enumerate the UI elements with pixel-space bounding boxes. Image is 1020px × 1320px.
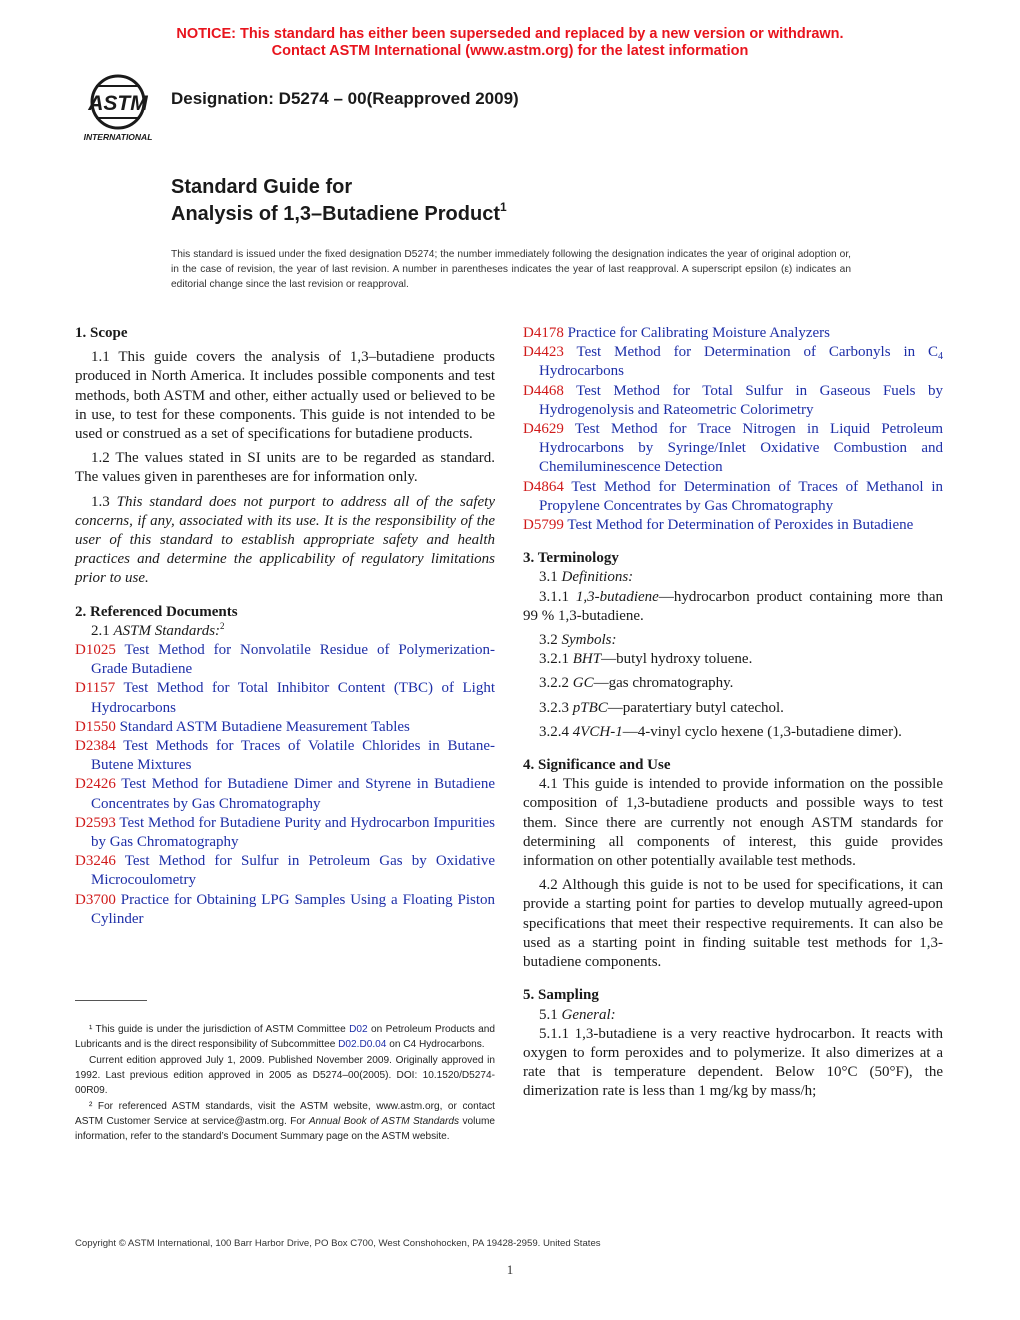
significance-4-2: 4.2 Although this guide is not to be used for specifications, it can provide a starting point for parties to develop mutually agreed-upon specifications that meet their respective requirements. It can also be used as a starting point in finding suitable test methods for 1,3-butadiene components. [523, 877, 943, 971]
sampling-heading: 5. Sampling [523, 987, 599, 1004]
ref-title-tail[interactable]: Hydrocarbons [539, 363, 624, 380]
footnotes [75, 1022, 495, 1145]
astm-standards-num: 2.1 [91, 622, 114, 639]
page-number: 1 [506, 1262, 514, 1277]
symbol-item: 3.2.2 GC—gas chromatography. [539, 675, 734, 692]
scope-1-3 [75, 493, 495, 589]
preamble: This standard is issued under the fixed designation D5274; the number immediately following the designation indicates the year of original adoption or, in the case of revision, the year of last revision. A number in parentheses indicates the year of last reapproval. A superscript epsilon (ε) indicates an editorial change since the last revision or reapproval. [171, 249, 851, 290]
notice-line-2: Contact ASTM International (www.astm.org) for the latest information [271, 43, 749, 59]
ref-title[interactable]: Test Method for Determination of Carbonyls in C [563, 344, 938, 361]
document-title [171, 174, 507, 228]
scope-heading: 1. Scope [75, 325, 128, 341]
title-line-2 [171, 201, 507, 228]
referenced-heading: 2. Referenced Documents [75, 603, 238, 620]
ref-item[interactable]: D3246 Test Method for Sulfur in Petroleum Gas by Oxidative Microcoulometry [75, 853, 495, 889]
symbols-label [523, 631, 943, 650]
ref-item[interactable]: D2426 Test Method for Butadiene Dimer and Styrene in Butadiene Concentrates by Gas Chromatography [75, 776, 495, 812]
def-term: 1,3-butadiene [575, 588, 659, 605]
astm-standards-label [75, 622, 495, 641]
significance-4-1: 4.1 This guide is intended to provide information on the possible composition of 1,3-butadiene products and possible ways to test them. Since there are currently not enough ASTM standards for determining all components of interest, this guide provides information on other potentially available test methods. [523, 776, 943, 870]
astm-logo [74, 72, 162, 144]
ref-item[interactable]: D4629 Test Method for Trace Nitrogen in Liquid Petroleum Hydrocarbons by Syringe/Inlet Oxidative Combustion and Chemiluminescence Detection [523, 421, 943, 476]
significance-heading: 4. Significance and Use [523, 757, 671, 774]
ref-item[interactable]: D3700 Practice for Obtaining LPG Samples Using a Floating Piston Cylinder [75, 891, 495, 927]
sampling-5-1-1: 5.1.1 1,3-butadiene is a very reactive hydrocarbon. It reacts with oxygen to form peroxides and to polymerize. It also dimerizes at a rate that is temperature dependent. Below 10°C (50°F), the dimerization rate is less than 1 mg/kg by mass/h; [523, 1025, 943, 1100]
ref-item[interactable]: D4423 Test Method for Determination of Carbonyls in $C_4$ Hydrocarbons [523, 344, 943, 380]
designation: Designation: D5274 – 00(Reapproved 2009) [171, 89, 519, 108]
ref-item[interactable]: D2593 Test Method for Butadiene Purity and Hydrocarbon Impurities by Gas Chromatography [75, 814, 495, 851]
def-num: 3.1.1 [539, 588, 576, 605]
symbols-text: Symbols: [561, 632, 617, 649]
subcommittee-link[interactable]: D02.D0.04 [338, 1039, 387, 1050]
general-text: General: [561, 1006, 616, 1023]
copyright: Copyright © ASTM International, 100 Barr Harbor Drive, PO Box C700, West Conshohocken, PA 19428-2959. United States [75, 1238, 601, 1249]
symbol-item: 3.2.4 4VCH-1—4-vinyl cyclo hexene (1,3-butadiene dimer). [539, 723, 902, 740]
footnote-divider [75, 1000, 147, 1001]
scope-1-1: 1.1 This guide covers the analysis of 1,3–butadiene products produced in North America. It includes possible components and test methods, both ASTM and other, either actually used or believed to be in use, to test for these components. This guide is not intended to be used or construed as a set of specifications for butadiene products. [75, 349, 495, 443]
symbol-item: 3.2.3 pTBC—paratertiary butyl catechol. [539, 699, 784, 716]
notice-line-1: NOTICE: This standard has either been superseded and replaced by a new version or withdrawn. [176, 26, 844, 42]
symbol-item: 3.2.1 BHT—butyl hydroxy toluene. [539, 651, 753, 668]
footnote-1: ¹ This guide is under the jurisdiction of ASTM Committee D02 on Petroleum Products and Lubricants and is the direct responsibility of Subcommittee D02.D0.04 on C4 Hydrocarbons. [75, 1024, 495, 1050]
ref-subscript: 4 [938, 351, 943, 363]
withdrawal-notice [0, 26, 1020, 60]
committee-link[interactable]: D02 [349, 1024, 368, 1035]
title-footnote-mark: 1 [499, 200, 507, 214]
terminology-heading: 3. Terminology [523, 550, 619, 567]
ref-item[interactable]: D4864 Test Method for Determination of Traces of Methanol in Propylene Concentrates by Gas Chromatography [523, 478, 943, 514]
definitions-num: 3.1 [539, 569, 562, 586]
definition-3-1-1 [523, 588, 943, 626]
scope-1-3-text: This standard does not purport to address all of the safety concerns, if any, associated with its use. It is the responsibility of the user of this standard to establish appropriate safety and health practices and determine the applicability of regulatory limitations prior to use. [75, 493, 496, 587]
symbols-num: 3.2 [539, 632, 562, 649]
astm-standards-text: ASTM Standards: [113, 622, 221, 639]
definitions-text: Definitions: [561, 569, 634, 586]
ref-item[interactable]: D4468 Test Method for Total Sulfur in Gaseous Fuels by Hydrogenolysis and Rateometric Colorimetry [523, 382, 943, 418]
left-column [75, 324, 495, 929]
ref-item[interactable]: D2384 Test Methods for Traces of Volatile Chlorides in Butane-Butene Mixtures [75, 738, 495, 774]
footnote-2: ² For referenced ASTM standards, visit the ASTM website, www.astm.org, or contact ASTM Customer Service at service@astm.org. For Annual Book of ASTM Standards volume information, refer to the standard’s Document Summary page on the ASTM website. [75, 1101, 496, 1142]
general-label [523, 1006, 943, 1025]
title-text: Analysis of 1,3–Butadiene Product [171, 203, 500, 225]
scope-1-2: 1.2 The values stated in SI units are to be regarded as standard. The values given in parentheses are for information only. [75, 450, 495, 486]
ref-item[interactable]: D5799 Test Method for Determination of Peroxides in Butadiene [523, 517, 914, 534]
def-text: —hydrocarbon product containing more than 99 % 1,3-butadiene. [523, 588, 944, 624]
astm-standards-footnote-mark: 2 [220, 620, 225, 631]
definitions-label [523, 568, 943, 587]
ref-item[interactable]: D4178 Practice for Calibrating Moisture Analyzers [523, 325, 831, 341]
footnote-1-edition: Current edition approved July 1, 2009. Published November 2009. Originally approved in 1992. Last previous edition approved in 2005 as D5274–00(2005). DOI: 10.1520/D5274-00R09. [75, 1055, 495, 1096]
general-num: 5.1 [539, 1006, 562, 1023]
scope-1-3-num: 1.3 [91, 493, 117, 510]
ref-item[interactable]: D1025 Test Method for Nonvolatile Residue of Polymerization-Grade Butadiene [75, 642, 495, 678]
logo-wordmark: ASTM [88, 92, 148, 115]
ref-item[interactable]: D1550 Standard ASTM Butadiene Measurement Tables [75, 718, 410, 735]
title-line-1: Standard Guide for [171, 176, 353, 198]
ref-item[interactable]: D1157 Test Method for Total Inhibitor Content (TBC) of Light Hydrocarbons [75, 680, 495, 716]
logo-subtext: INTERNATIONAL [83, 132, 153, 142]
right-column [523, 324, 943, 1102]
